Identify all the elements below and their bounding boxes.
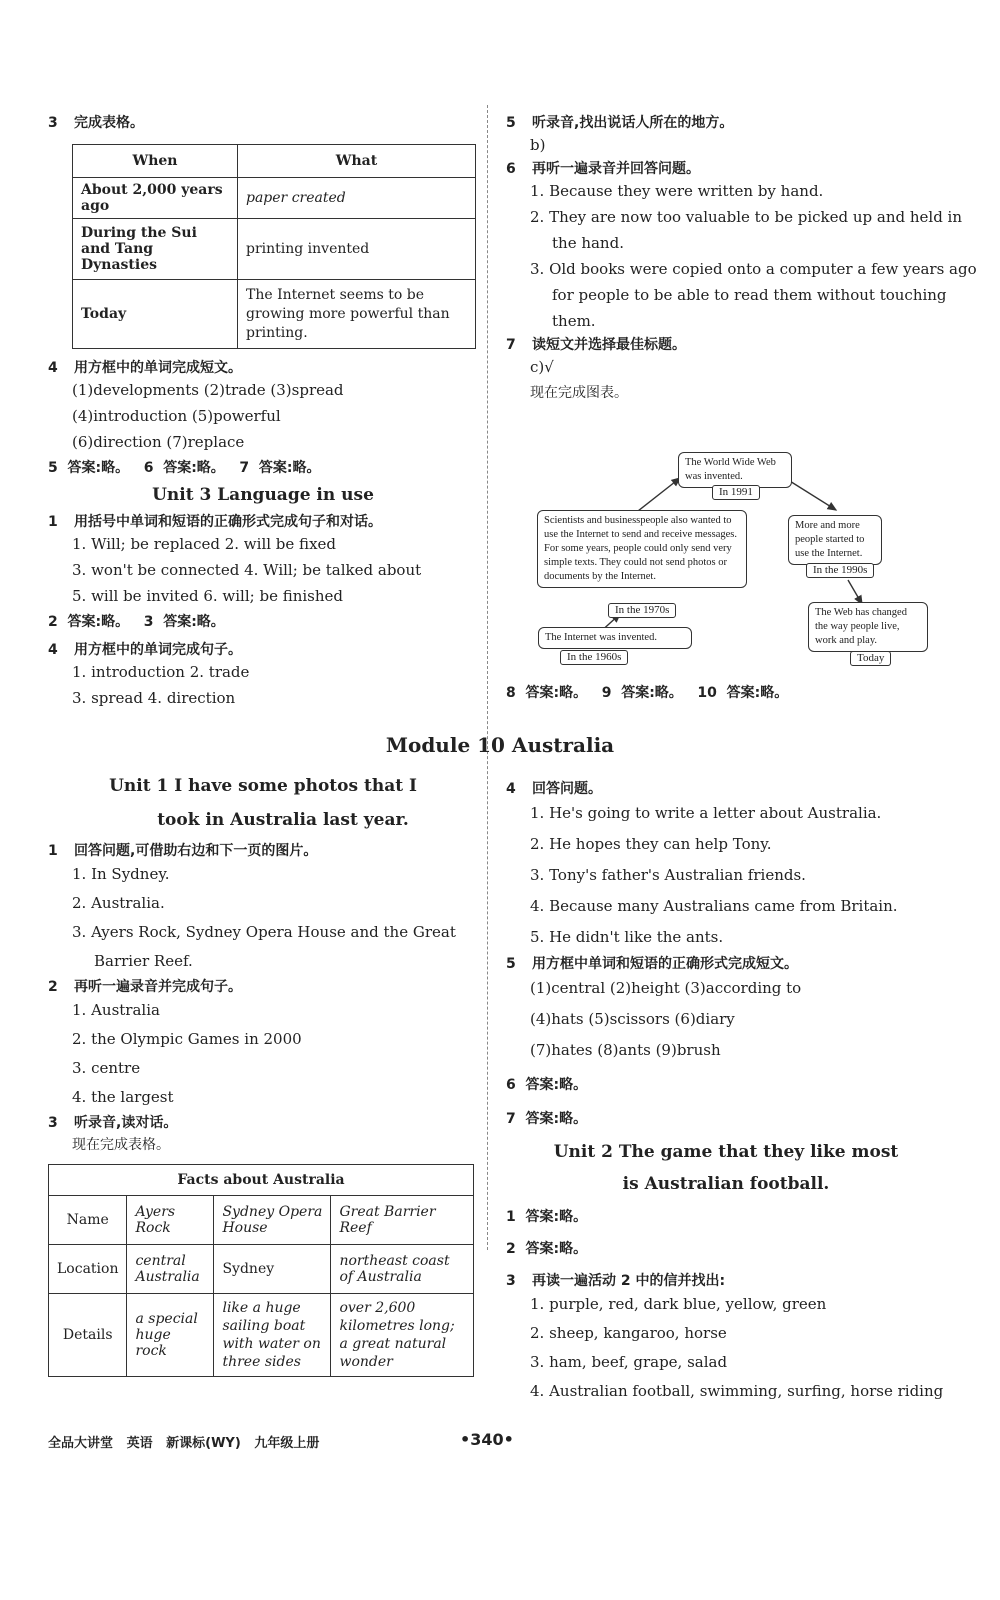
answer-line: 2. Australia. <box>72 894 165 912</box>
timeline-date: In the 1970s <box>608 603 676 618</box>
q3-heading: 3 听录音,读对话。 <box>48 1115 178 1131</box>
answer-line: 3. Old books were copied onto a computer a few years ago <box>530 260 977 278</box>
answer-line: Barrier Reef. <box>94 952 193 970</box>
q3-heading: 3 完成表格。 <box>48 115 144 131</box>
timeline-box: More and more people started to use the Internet. <box>788 515 882 565</box>
answer-line: 2. sheep, kangaroo, horse <box>530 1324 727 1342</box>
answer-line: 1. He's going to write a letter about Australia. <box>530 804 882 822</box>
table-cell: Location <box>49 1245 127 1294</box>
table-cell: like a huge sailing boat with water on three sides <box>214 1294 331 1377</box>
u3q2-answers: 2 答案:略。 3 答案:略。 <box>48 614 225 630</box>
watermark-logo <box>800 1490 980 1590</box>
unit1-title: took in Australia last year. <box>157 810 409 830</box>
answer-line: 2. He hopes they can help Tony. <box>530 835 772 853</box>
timeline-box: The Web has changed the way people live, work and play. <box>808 602 928 652</box>
answer-line: (7)hates (8)ants (9)brush <box>530 1041 721 1059</box>
table-header: When <box>73 145 238 178</box>
module-title: Module 10 Australia <box>385 733 615 757</box>
page-number: •340• <box>460 1430 514 1449</box>
instruction-line: 现在完成图表。 <box>530 385 628 401</box>
table-cell: central Australia <box>127 1245 214 1294</box>
answer-line: 1. purple, red, dark blue, yellow, green <box>530 1295 827 1313</box>
answer-line: (1)developments (2)trade (3)spread <box>72 381 344 399</box>
q5-heading: 5 听录音,找出说话人所在的地方。 <box>506 115 734 131</box>
unit2-title: is Australian football. <box>622 1174 830 1194</box>
arrow <box>848 580 862 604</box>
table-cell: Details <box>49 1294 127 1377</box>
unit3-title: Unit 3 Language in use <box>152 485 374 505</box>
table-cell: Sydney <box>214 1245 331 1294</box>
answer-line: 4. Because many Australians came from Britain. <box>530 897 898 915</box>
table-cell: Name <box>49 1196 127 1245</box>
answer-line: 3. Tony's father's Australian friends. <box>530 866 806 884</box>
answer-line: (1)central (2)height (3)according to <box>530 979 802 997</box>
timeline-date: Today <box>850 651 891 666</box>
facts-table <box>48 1164 474 1377</box>
q4-heading: 4 用方框中的单词完成短文。 <box>48 360 242 376</box>
answer-line: the hand. <box>552 234 624 252</box>
timeline-date: In 1991 <box>712 485 760 500</box>
q6-heading: 6 再听一遍录音并回答问题。 <box>506 161 700 177</box>
answer-line: c)√ <box>530 358 554 376</box>
table-cell: printing invented <box>238 219 476 280</box>
q5-heading: 5 用方框中单词和短语的正确形式完成短文。 <box>506 956 798 972</box>
u2q3-heading: 3 再读一遍活动 2 中的信并找出: <box>506 1273 726 1289</box>
answer-line: 3. spread 4. direction <box>72 689 236 707</box>
arrow <box>785 478 836 510</box>
answer-line: (6)direction (7)replace <box>72 433 245 451</box>
timeline-date: In the 1990s <box>806 563 874 578</box>
answer-line: 1. Will; be replaced 2. will be fixed <box>72 535 337 553</box>
answer-line: 1. Australia <box>72 1001 160 1019</box>
answer-line: 5. He didn't like the ants. <box>530 928 724 946</box>
table-cell: Great Barrier Reef <box>331 1196 474 1245</box>
answer-line: 1. Because they were written by hand. <box>530 182 824 200</box>
timeline-date: In the 1960s <box>560 650 628 665</box>
table-header: What <box>238 145 476 178</box>
answer-line: 1. In Sydney. <box>72 865 170 883</box>
answer-line: 3. centre <box>72 1059 141 1077</box>
timeline-box: The Internet was invented. <box>538 627 692 649</box>
q7-heading: 7 读短文并选择最佳标题。 <box>506 337 686 353</box>
q1-heading: 1 回答问题,可借助右边和下一页的图片。 <box>48 843 318 859</box>
q5-7-answers: 5 答案:略。 6 答案:略。 7 答案:略。 <box>48 460 321 476</box>
answer-line: for people to be able to read them without touching <box>552 286 947 304</box>
table-cell: Ayers Rock <box>127 1196 214 1245</box>
q6-answer: 6 答案:略。 <box>506 1077 588 1093</box>
u3q1-heading: 1 用括号中单词和短语的正确形式完成句子和对话。 <box>48 514 382 530</box>
table-cell: a special huge rock <box>127 1294 214 1377</box>
q8-10-answers: 8 答案:略。 9 答案:略。 10 答案:略。 <box>506 685 789 701</box>
right-bottom-section <box>506 778 946 1406</box>
answer-line: 2. the Olympic Games in 2000 <box>72 1030 302 1048</box>
table-cell: The Internet seems to be growing more powerful than printing. <box>238 280 476 349</box>
answer-line: (4)hats (5)scissors (6)diary <box>530 1010 735 1028</box>
q2-heading: 2 再听一遍录音并完成句子。 <box>48 979 242 995</box>
answer-line: 4. the largest <box>72 1088 174 1106</box>
table-cell: paper created <box>238 178 476 219</box>
table-cell: Sydney Opera House <box>214 1196 331 1245</box>
footer-book-info: 全品大讲堂 英语 新课标(WY) 九年级上册 <box>48 1436 320 1451</box>
u2q1-answer: 1 答案:略。 <box>506 1209 588 1225</box>
answer-line: 5. will be invited 6. will; be finished <box>72 587 344 605</box>
unit2-title: Unit 2 The game that they like most <box>553 1142 899 1162</box>
q4-heading: 4 回答问题。 <box>506 781 602 797</box>
table-cell: About 2,000 years ago <box>73 178 238 219</box>
u2q2-answer: 2 答案:略。 <box>506 1241 588 1257</box>
q7-answer: 7 答案:略。 <box>506 1111 588 1127</box>
table-cell: During the Sui and Tang Dynasties <box>73 219 238 280</box>
timeline-box: Scientists and businesspeople also wanted to use the Internet to send and receive messages. For some years, people could only send very simple texts. They could not send photos or documents by the Internet. <box>537 510 747 588</box>
answer-line: 1. introduction 2. trade <box>72 663 250 681</box>
answer-line: 3. Ayers Rock, Sydney Opera House and the Great <box>72 923 456 941</box>
answer-line: 2. They are now too valuable to be picked up and held in <box>530 208 963 226</box>
timeline-box: The World Wide Web was invented. <box>678 452 792 488</box>
table-cell: Today <box>73 280 238 349</box>
u3q4-heading: 4 用方框中的单词完成句子。 <box>48 642 242 658</box>
left-bottom-section <box>48 776 478 1377</box>
answer-line: (4)introduction (5)powerful <box>72 407 281 425</box>
table-cell: northeast coast of Australia <box>331 1245 474 1294</box>
answer-line: 3. ham, beef, grape, salad <box>530 1353 728 1371</box>
answer-line: them. <box>552 312 596 330</box>
instruction-line: 现在完成表格。 <box>72 1137 170 1153</box>
table-caption: Facts about Australia <box>49 1165 474 1196</box>
answer-line: 4. Australian football, swimming, surfing, horse riding <box>530 1382 944 1400</box>
answer-line: 3. won't be connected 4. Will; be talked about <box>72 561 422 579</box>
unit1-title: Unit 1 I have some photos that I <box>109 776 417 796</box>
answer-line: b) <box>530 136 546 154</box>
table-cell: over 2,600 kilometres long; a great natural wonder <box>331 1294 474 1377</box>
